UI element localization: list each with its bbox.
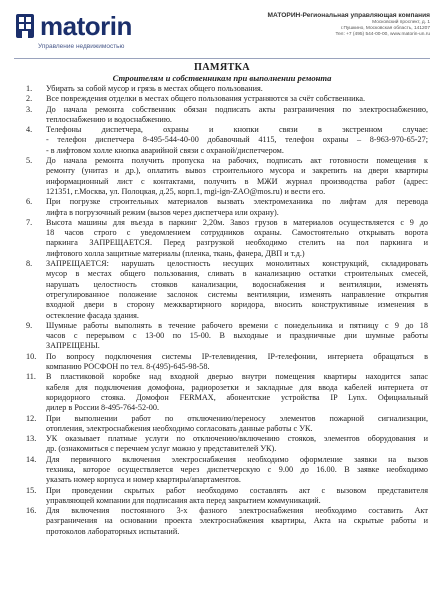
rule-text-line: компанию РОСФОН по тел. 8-(495)-645-98-58. [46,362,210,372]
rule-number: 5. [26,156,33,166]
rule-text-line: мусор в местах общего пользования, сливать в канализацию остатки строительных смесей, [46,269,428,279]
rule-text [46,218,428,259]
company-name: МАТОРИН-Региональная управляющая компания [267,12,430,19]
rule-text-line: разграничения на основании проекта электроснабжения квартиры, Акта на скрытые работы и [46,516,428,526]
rule-item [26,259,428,321]
company-logo [14,8,164,58]
rule-text-line: Убирать за собой мусор и грязь в местах общего пользования. [46,84,263,93]
rule-text [46,197,428,218]
rule-item [26,94,428,104]
rule-number: 13. [26,434,37,444]
rule-text [46,259,428,321]
rule-number: 9. [26,320,33,330]
rule-text [46,434,428,455]
rule-text [46,455,428,486]
rule-text-line: Телефоны диспетчера, охраны и кнопки связи в экстренном случае: [46,125,428,135]
rule-text-line: информационный лист с контактами, получить в МЖИ журнал производства работ (адрес: [46,176,428,186]
rule-text-line: В пластиковой коробке над входной дверью внутри помещения квартиры находится запас [46,372,428,382]
rule-text [46,321,428,352]
rule-text [46,506,428,537]
rule-number: 14. [26,454,37,464]
rule-number: 7. [26,217,33,227]
rule-item [26,372,428,413]
rule-text-line: нарушать целостность стояков канализации, водоснабжения и вентиляции, изменять [46,279,428,289]
rule-text-line: дилер в России 8-495-764-52-00. [46,403,160,413]
rule-text-line: часов с перерывом с 13-00 по 15-00. В выходные и праздничные дни шумные работы [46,331,428,341]
rule-text-line: При проведении скрытых работ необходимо составлять акт с вызовом представителя [46,485,428,495]
rule-item [26,455,428,486]
rule-text [46,94,428,104]
rule-text-line: лифта в погрузочный режим (вызов через диспетчера или охрану). [46,207,279,217]
rule-item [26,197,428,218]
rule-item [26,352,428,373]
rule-number: 4. [26,125,33,135]
rule-text-line: отопления, электроснабжения необходимо согласовать данные работы с УК. [46,423,313,433]
rule-text-line: входной двери в сторону межквартирного коридора, вносить конструктивные изменения в [46,300,428,310]
rules-list [26,84,428,537]
rule-text-line: указать номер корпуса и номер квартиры/апартаментов. [46,475,241,485]
rule-number: 8. [26,259,33,269]
rule-text [46,105,428,126]
rule-text-line: техника, которое осуществляется через диспетчерскую с 9.00 до 16.00. В заявке необходимо [46,464,428,474]
rule-text-line: Для первичного включения электроснабжения необходимо оформление заявки на вызов [46,454,428,464]
rule-text [46,125,428,156]
rule-number: 2. [26,94,33,104]
rule-text-line: При выполнении работ по отключению/переносу элементов пожарной сигнализации, [46,413,428,423]
rule-text [46,84,428,94]
rule-text-line: 18 часов строго с уведомлением сотрудников охраны. Самостоятельно открывать ворота [46,228,428,238]
document-title: ПАМЯТКА [194,62,250,73]
rule-text-line: До начала ремонта собственник обязан подписать акты разграничения по электроснабжению, [46,104,428,114]
rule-text [46,352,428,373]
company-contact-line: Тел: +7 (495) 544-00-00, www.matorin-un.ru [335,32,430,37]
company-address-line: Московский проспект, д. 1 [372,20,430,25]
rule-text-line: отрегулированное положение заслонок системы вентиляции, изменять направление открытия [46,289,428,299]
rule-number: 10. [26,351,37,361]
rule-text-line: До начала ремонта получить пропуска на рабочих, подписать акт готовности помещения к [46,156,428,166]
rule-text-line: теплоснабжению и водоснабжению. [46,114,172,124]
rule-text-line: При погрузке строительных материалов вызвать электромеханика по лифтам для перевода [46,197,428,207]
rule-text [46,372,428,413]
rule-text-line: кабеля для подключения домофона, радиорозетки и закладные для ввода кабелей интернета от [46,382,428,392]
rule-text [46,414,428,435]
logo-building-icon [14,12,36,40]
rule-text-line: протоколов лабораторных испытаний. [46,526,180,536]
rule-item [26,125,428,156]
rule-item [26,84,428,94]
document-subtitle: Строителям и собственникам при выполнении ремонта [112,73,332,83]
rule-text-line: остекление фасада здания. [46,310,139,320]
rule-text [46,486,428,507]
rule-item [26,434,428,455]
rule-number: 1. [26,84,33,93]
company-address-line: г.Пушкино, Московская область, 141207 [340,26,430,31]
rule-text-line: др. (ознакомиться с перечнем услуг можно у представителей УК). [46,444,277,454]
rule-item [26,321,428,352]
rule-text-line: ремонту (унитаз и др.), оплатить вывоз строительного мусора и закрепить на двери квартиры [46,166,428,176]
rule-number: 3. [26,104,33,114]
logo-brand: matorin [40,11,132,41]
rule-text-line: Для включения постоянного 3-х фазного электроснабжения необходимо составить Акт [46,506,428,516]
company-info [246,11,430,38]
rule-text-line: лифтового холла защитные материалы (пленка, ткань, фанера, ДВП и т.д.) [46,248,305,258]
rule-item [26,156,428,197]
rule-text-line: управляющей компании для подписания акта перед закрытием коммуникаций. [46,495,321,505]
rule-text-line: коридорного стояка. Домофон FERMAX, абонентские устройства IP Lynx. Официальный [46,392,428,402]
rule-text-line: - телефон диспетчера 8-495-544-40-00 добавочный 4115, телефон охраны – 8-963-970-65-27; [46,135,428,145]
rule-text-line: 121351, г.Москва, ул. Полоцкая, д.25, корп.1, mgi-ign-ZAO@mos.ru) и вести его. [46,186,326,196]
rule-number: 11. [26,372,36,382]
rule-text-line: Высота машины для въезда в паркинг 2,20м. Завоз грузов в материалов осуществляется с 9 до [46,217,428,227]
rule-text-line: УК оказывает платные услуги по отключению/включению стояков, элементов оборудования и [46,434,428,444]
logo-tagline: Управление недвижимостью [38,43,125,50]
rule-text-line: ЗАПРЕЩЕНЫ. [46,341,100,351]
rule-number: 12. [26,413,37,423]
rule-item [26,486,428,507]
rule-text-line: - в лифтовом холле кнопка аварийной связи с охраной/диспетчером. [46,145,284,155]
rule-number: 15. [26,485,37,495]
rule-text-line: Все повреждения отделки в местах общего пользования устраняются за счёт собственника. [46,94,366,104]
rule-text-line: паркинга ЗАПРЕЩАЕТСЯ. Перед разгрузкой необходимо стелить на пол паркинга и [46,238,428,248]
rule-text-line: По вопросу подключения системы IP-телевидения, IP-телефонии, интернета обращаться в [46,351,428,361]
rule-item [26,218,428,259]
rule-text-line: Шумные работы выполнять в течение рабочего времени с понедельника и пятницу с 9 до 18 [46,320,428,330]
rule-number: 16. [26,506,37,516]
rule-number: 6. [26,197,33,207]
rule-text-line: ЗАПРЕЩАЕТСЯ: нарушать целостность несущих монолитных конструкций, складировать [46,259,428,269]
header-divider [14,58,430,59]
rule-item [26,506,428,537]
rule-item [26,105,428,126]
rule-text [46,156,428,197]
rule-item [26,414,428,435]
